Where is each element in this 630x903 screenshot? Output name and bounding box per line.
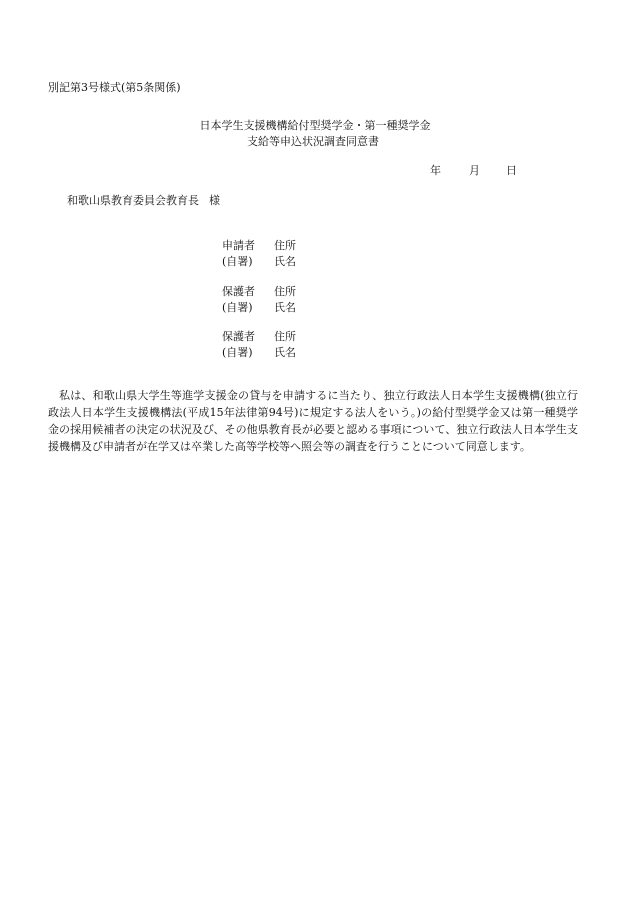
sign-note: (自署) bbox=[222, 346, 253, 359]
date-month-label: 月 bbox=[469, 164, 480, 177]
date-day-label: 日 bbox=[506, 164, 517, 177]
document-title bbox=[0, 118, 630, 150]
date-year-label: 年 bbox=[430, 164, 441, 177]
consent-statement: 私は、和歌山県大学生等進学支援金の貸与を申請するに当たり、独立行政法人日本学生支援機構(独立行政法人日本学生支援機構法(平成15年法律第94号)に規定する法人をいう。)の給付型奨学金又は第一種奨学金の採用候補者の決定の状況及び、その他県教育長が必要と認める事項について、独立行政法人日本学生支援機構及び申請者が在学又は卒業した高等学校等へ照会等の調査を行うことについて同意します。 bbox=[48, 389, 578, 453]
signer-role: 保護者 bbox=[222, 330, 255, 343]
recipient-name: 和歌山県教育委員会教育長 bbox=[67, 194, 199, 207]
signer-role: 保護者 bbox=[222, 285, 255, 298]
date-line bbox=[430, 163, 517, 179]
address-label: 住所 bbox=[274, 330, 296, 343]
name-label: 氏名 bbox=[274, 346, 296, 359]
signer-block-guardian-1 bbox=[222, 284, 296, 316]
title-line-2: 支給等申込状況調査同意書 bbox=[247, 135, 379, 148]
signer-role: 申請者 bbox=[222, 239, 255, 252]
recipient bbox=[67, 193, 220, 209]
signer-block-applicant bbox=[222, 238, 296, 270]
form-number: 別記第3号様式(第5条関係) bbox=[48, 81, 181, 94]
signer-block-guardian-2 bbox=[222, 329, 296, 361]
recipient-honorific: 様 bbox=[209, 194, 220, 207]
sign-note: (自署) bbox=[222, 255, 253, 268]
address-label: 住所 bbox=[274, 285, 296, 298]
name-label: 氏名 bbox=[274, 301, 296, 314]
title-line-1: 日本学生支援機構給付型奨学金・第一種奨学金 bbox=[199, 119, 431, 132]
address-label: 住所 bbox=[274, 239, 296, 252]
sign-note: (自署) bbox=[222, 301, 253, 314]
name-label: 氏名 bbox=[274, 255, 296, 268]
